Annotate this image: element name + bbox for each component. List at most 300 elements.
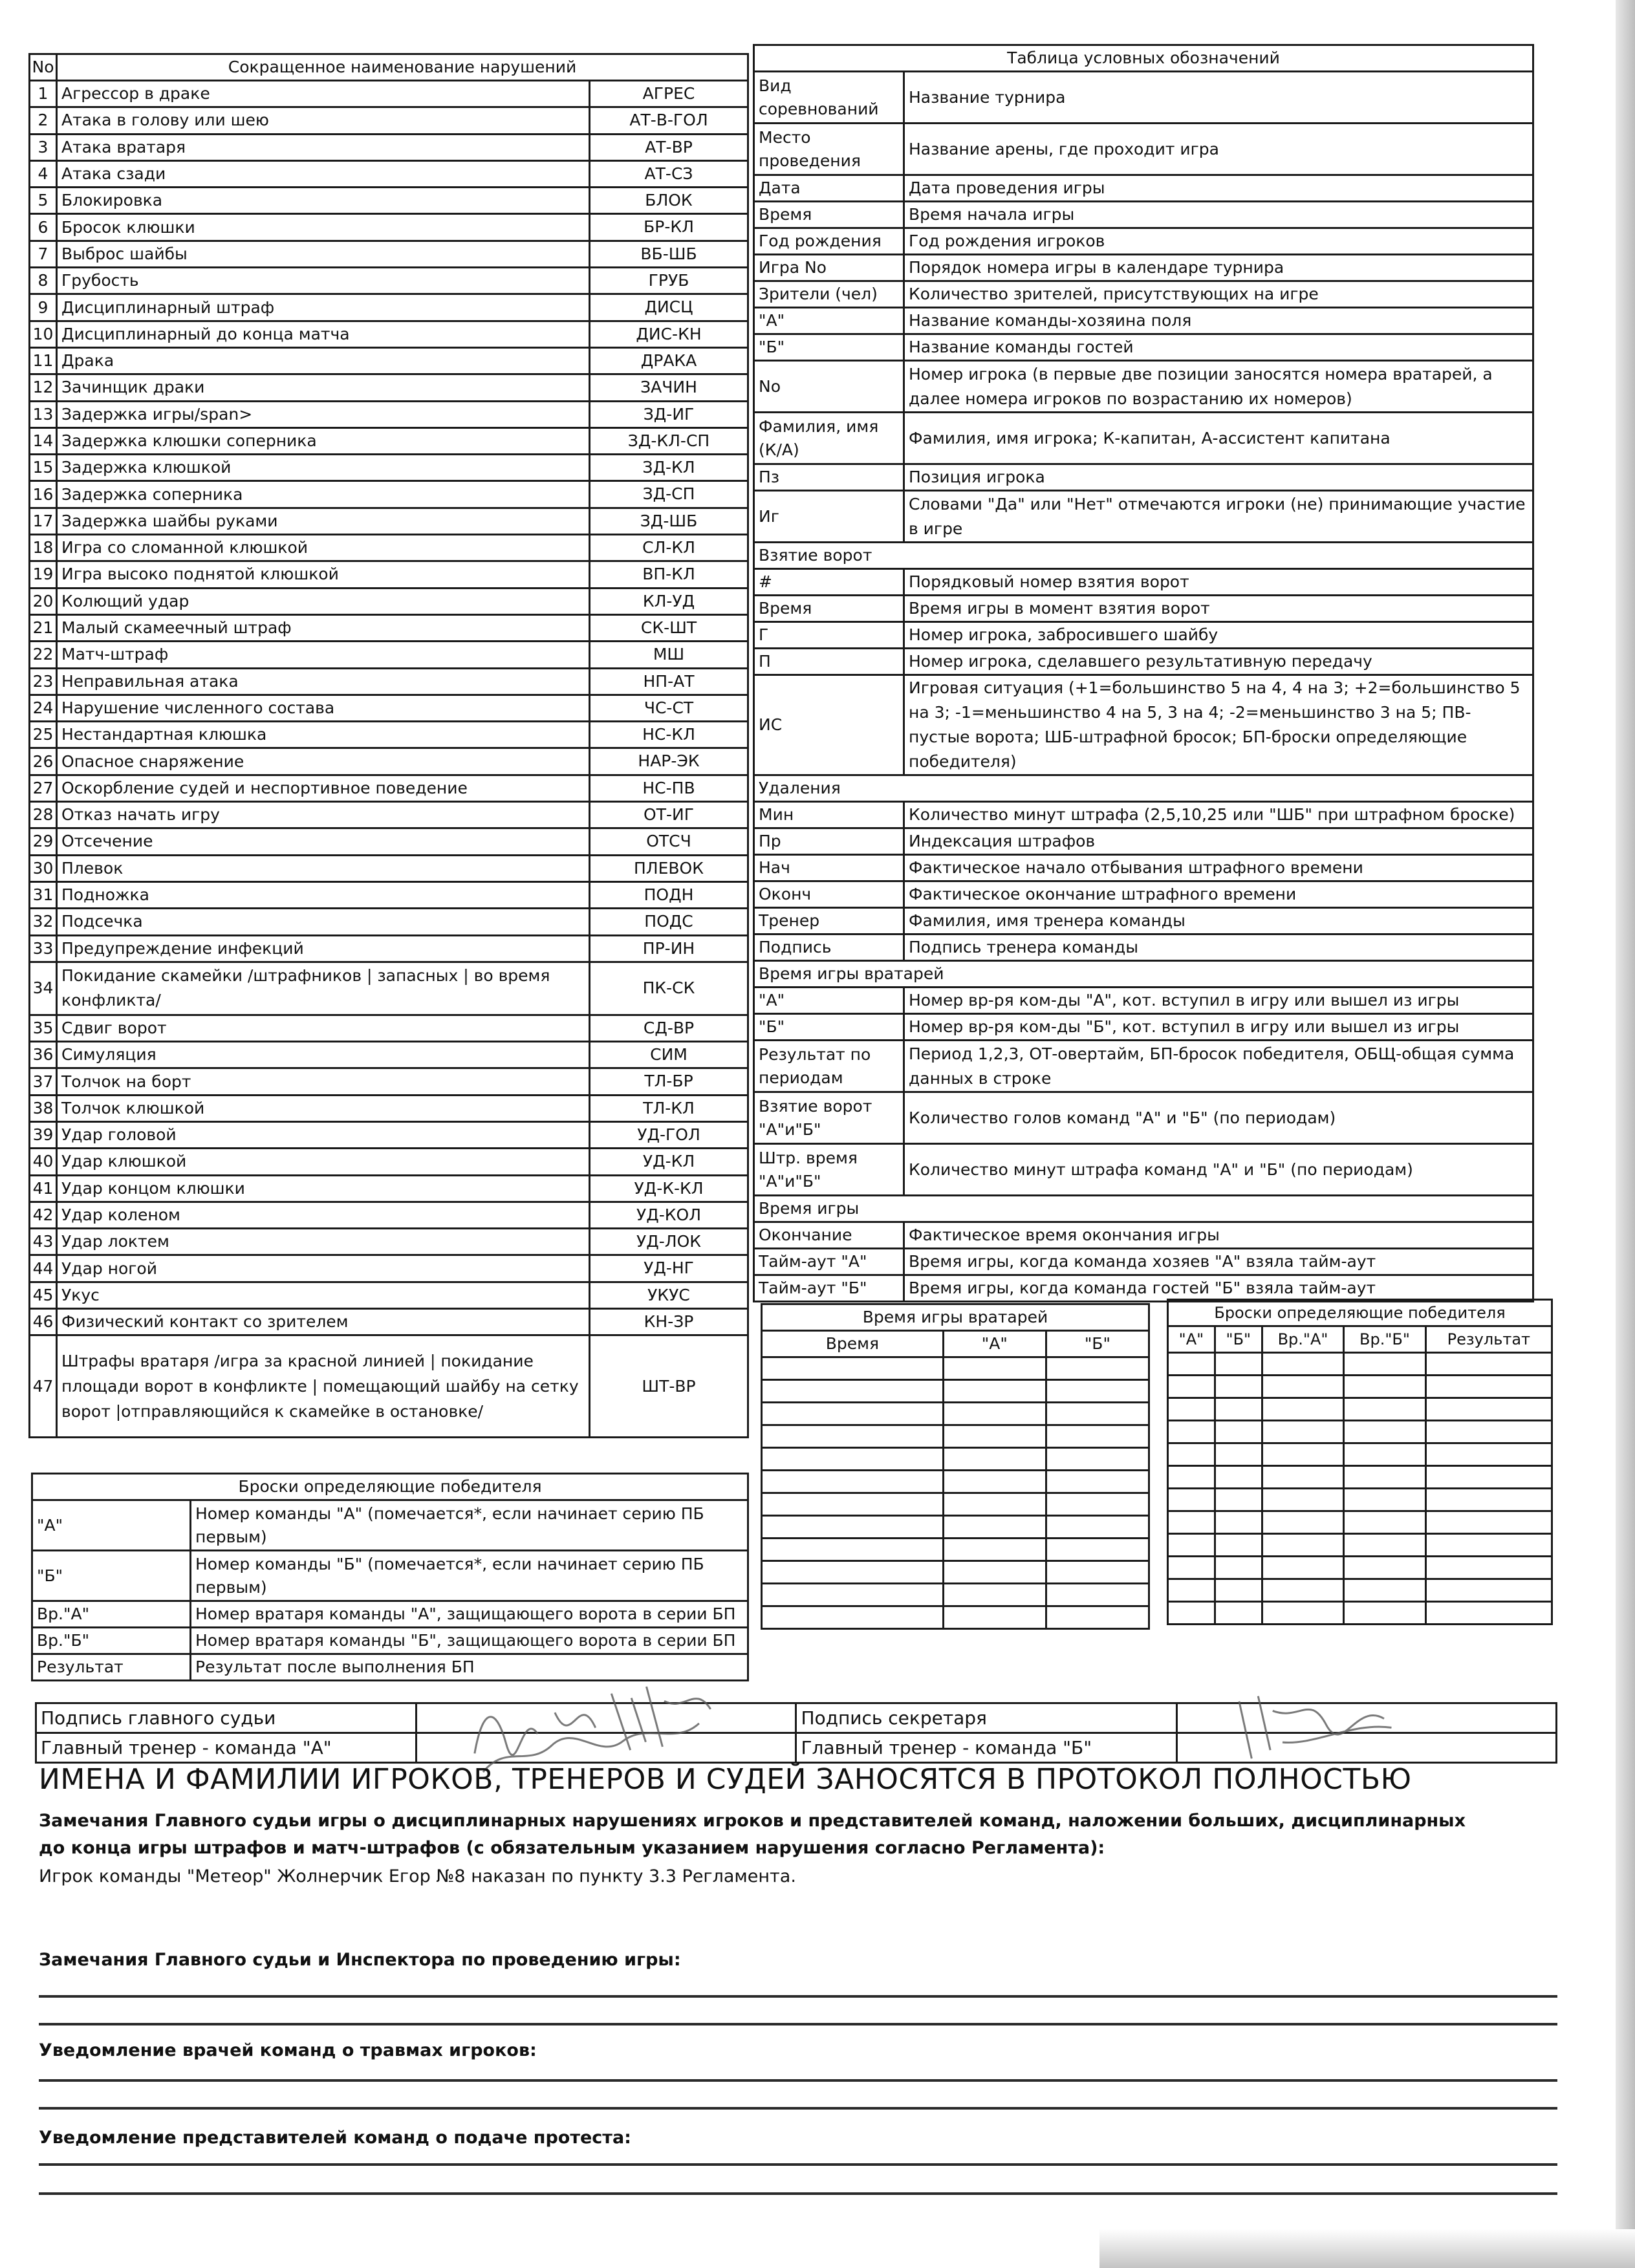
shootout-row [1168, 1579, 1552, 1602]
violation-name: Грубость [57, 268, 590, 294]
violation-code: ЗД-КЛ-СП [590, 427, 748, 454]
legend-row [754, 72, 1533, 124]
violation-code: ДИСЦ [590, 294, 748, 321]
violation-name: Игра со сломанной клюшкой [57, 535, 590, 561]
goalie-time-cell[interactable] [1046, 1561, 1149, 1584]
shootout-cell[interactable] [1215, 1534, 1262, 1557]
violation-code: УД-ГОЛ [590, 1121, 748, 1148]
shootout-cell[interactable] [1262, 1602, 1343, 1625]
goalie-time-cell[interactable] [762, 1357, 944, 1380]
violation-name: Задержка клюшки соперника [57, 427, 590, 454]
goalie-time-cell[interactable] [1046, 1471, 1149, 1493]
legend-description: Количество минут штрафа команд "А" и "Б" (по периодам) [904, 1144, 1533, 1196]
protest-line[interactable] [39, 2192, 1557, 2195]
violation-row [30, 1202, 748, 1228]
shootout-cell[interactable] [1262, 1557, 1343, 1579]
protest-line[interactable] [39, 2163, 1557, 2166]
injuries-line[interactable] [39, 2079, 1557, 2082]
goalie-time-cell[interactable] [943, 1584, 1046, 1606]
legend-description: Время игры, когда команда хозяев "А" взяла тайм-аут [904, 1249, 1533, 1275]
shootout-cell[interactable] [1425, 1421, 1552, 1443]
violation-name: Удар ногой [57, 1255, 590, 1282]
legend-key: Время [754, 596, 904, 622]
shootout-cell[interactable] [1344, 1511, 1425, 1534]
violation-number: 3 [30, 134, 57, 160]
legend-section-goalies [754, 961, 1533, 988]
legend-key: No [754, 361, 904, 413]
shootout-cell[interactable] [1344, 1466, 1425, 1489]
violation-row [30, 748, 748, 775]
legend-key: Зрители (чел) [754, 281, 904, 308]
violation-number: 32 [30, 909, 57, 935]
violation-name: Сдвиг ворот [57, 1015, 590, 1041]
legend-description: Фактическое начало отбывания штрафного времени [904, 855, 1533, 881]
shootout-cell[interactable] [1262, 1511, 1343, 1534]
shootout-cell[interactable] [1425, 1489, 1552, 1511]
legend-row [754, 802, 1533, 828]
goalie-time-row [762, 1561, 1149, 1584]
goalie-time-row [762, 1380, 1149, 1403]
legend-row [754, 675, 1533, 775]
column-header-goalie-b: Вр."Б" [1344, 1326, 1425, 1353]
shootout-cell[interactable] [1215, 1511, 1262, 1534]
goalie-time-cell[interactable] [762, 1606, 944, 1629]
shootout-cell[interactable] [1168, 1398, 1215, 1421]
shootout-cell[interactable] [1215, 1443, 1262, 1466]
legend-key: Взятие ворот "А"и"Б" [754, 1092, 904, 1144]
coach-a-signature-label: Главный тренер - команда "А" [36, 1733, 417, 1763]
violation-code: НС-КЛ [590, 722, 748, 748]
shootout-cell[interactable] [1262, 1421, 1343, 1443]
shootout-cell[interactable] [1168, 1466, 1215, 1489]
legend-key: "А" [754, 988, 904, 1014]
violation-name: Отказ начать игру [57, 802, 590, 828]
legend-key: П [754, 649, 904, 675]
inspector-remarks-line[interactable] [39, 2023, 1557, 2025]
violation-name: Дисциплинарный штраф [57, 294, 590, 321]
legend-row [754, 934, 1533, 961]
shootout-row [1168, 1376, 1552, 1398]
legend-description: Фактическое время окончания игры [904, 1222, 1533, 1249]
legend-key: Время [754, 202, 904, 228]
goalie-time-cell[interactable] [762, 1403, 944, 1425]
violation-name: Плевок [57, 855, 590, 881]
violation-number: 21 [30, 614, 57, 641]
violation-number: 19 [30, 561, 57, 588]
violation-row [30, 1042, 748, 1068]
violation-row [30, 455, 748, 481]
goalie-time-cell[interactable] [1046, 1357, 1149, 1380]
violation-code: ПОДН [590, 881, 748, 908]
shootout-cell[interactable] [1425, 1353, 1552, 1376]
goalie-time-cell[interactable] [1046, 1403, 1149, 1425]
shootout-cell[interactable] [1262, 1489, 1343, 1511]
injuries-heading: Уведомление врачей команд о травмах игроков: [39, 2040, 537, 2060]
shootout-legend-key: Вр."Б" [32, 1628, 191, 1654]
shootout-cell[interactable] [1168, 1511, 1215, 1534]
shootout-cell[interactable] [1425, 1443, 1552, 1466]
secretary-signature-label: Подпись секретаря [796, 1703, 1176, 1733]
scan-edge [1099, 2229, 1635, 2268]
violation-row [30, 347, 748, 374]
legend-row [754, 361, 1533, 413]
goalie-time-cell[interactable] [1046, 1539, 1149, 1561]
shootout-cell[interactable] [1262, 1376, 1343, 1398]
violation-name: Толчок на борт [57, 1068, 590, 1095]
goalie-time-cell[interactable] [762, 1471, 944, 1493]
violation-code: НС-ПВ [590, 775, 748, 801]
violation-row [30, 614, 748, 641]
violation-code: ДИС-КН [590, 321, 748, 347]
violation-number: 35 [30, 1015, 57, 1041]
shootout-cell[interactable] [1344, 1443, 1425, 1466]
violation-name: Предупреждение инфекций [57, 935, 590, 962]
shootout-cell[interactable] [1168, 1443, 1215, 1466]
disciplinary-heading-line1: Замечания Главного судьи игры о дисциплинарных нарушениях игроков и представителей команд, наложении больших, дисциплинарных [39, 1811, 1466, 1831]
violations-table [28, 53, 749, 1438]
violation-name: Неправильная атака [57, 668, 590, 695]
shootout-cell[interactable] [1344, 1602, 1425, 1625]
shootout-cell[interactable] [1262, 1443, 1343, 1466]
goalie-time-cell[interactable] [1046, 1380, 1149, 1403]
violation-row [30, 695, 748, 721]
shootout-legend-title: Броски определяющие победителя [32, 1474, 748, 1500]
violation-name: Дисциплинарный до конца матча [57, 321, 590, 347]
violation-row [30, 775, 748, 801]
violation-name: Опасное снаряжение [57, 748, 590, 775]
goalie-time-row [762, 1539, 1149, 1561]
shootout-cell[interactable] [1215, 1353, 1262, 1376]
goalie-time-cell[interactable] [943, 1516, 1046, 1539]
disciplinary-heading-line2: до конца игры штрафов и матч-штрафов (с обязательным указанием нарушения согласно Регламента): [39, 1838, 1105, 1858]
violation-number: 6 [30, 214, 57, 241]
violation-row [30, 588, 748, 614]
shootout-cell[interactable] [1344, 1353, 1425, 1376]
legend-key: Тайм-аут "А" [754, 1249, 904, 1275]
legend-description: Порядковый номер взятия ворот [904, 569, 1533, 596]
violation-number: 17 [30, 508, 57, 534]
violation-row [30, 1282, 748, 1308]
shootout-cell[interactable] [1344, 1376, 1425, 1398]
shootout-cell[interactable] [1425, 1579, 1552, 1602]
violation-number: 47 [30, 1335, 57, 1438]
violation-code: УД-ЛОК [590, 1229, 748, 1255]
legend-key: Штр. время "А"и"Б" [754, 1144, 904, 1196]
goalie-time-cell[interactable] [762, 1584, 944, 1606]
violation-row [30, 134, 748, 160]
column-header-result: Результат [1425, 1326, 1552, 1353]
legend-description: Номер игрока, забросившего шайбу [904, 622, 1533, 649]
violation-name: Симуляция [57, 1042, 590, 1068]
shootout-row [1168, 1421, 1552, 1443]
legend-description: Порядок номера игры в календаре турнира [904, 255, 1533, 281]
violation-name: Укус [57, 1282, 590, 1308]
violation-name: Выброс шайбы [57, 241, 590, 267]
legend-description: Количество голов команд "А" и "Б" (по периодам) [904, 1092, 1533, 1144]
shootout-cell[interactable] [1425, 1511, 1552, 1534]
goalie-time-cell[interactable] [943, 1448, 1046, 1471]
goalie-time-cell[interactable] [943, 1539, 1046, 1561]
legend-table [753, 44, 1534, 1302]
shootout-cell[interactable] [1215, 1489, 1262, 1511]
goalie-time-cell[interactable] [943, 1380, 1046, 1403]
goalie-time-cell[interactable] [1046, 1425, 1149, 1448]
shootout-cell[interactable] [1168, 1579, 1215, 1602]
shootout-cell[interactable] [1344, 1489, 1425, 1511]
goalie-time-cell[interactable] [1046, 1516, 1149, 1539]
shootout-row [1168, 1534, 1552, 1557]
shootout-cell[interactable] [1168, 1353, 1215, 1376]
goalie-time-row [762, 1448, 1149, 1471]
legend-description: Позиция игрока [904, 464, 1533, 491]
legend-description: Год рождения игроков [904, 228, 1533, 255]
violation-code: МШ [590, 642, 748, 668]
shootout-legend-description: Номер вратаря команды "А", защищающего ворота в серии БП [191, 1601, 748, 1628]
goalie-time-row [762, 1403, 1149, 1425]
violation-code: СЛ-КЛ [590, 535, 748, 561]
violation-number: 33 [30, 935, 57, 962]
shootout-cell[interactable] [1425, 1398, 1552, 1421]
legend-description: Время игры, когда команда гостей "Б" взяла тайм-аут [904, 1275, 1533, 1302]
goalie-time-cell[interactable] [762, 1561, 944, 1584]
violation-name: Оскорбление судей и неспортивное поведение [57, 775, 590, 801]
violation-number: 1 [30, 81, 57, 107]
shootout-cell[interactable] [1262, 1466, 1343, 1489]
violation-code: АТ-СЗ [590, 160, 748, 187]
violation-number: 45 [30, 1282, 57, 1308]
shootout-legend-row [32, 1654, 748, 1681]
shootout-cell[interactable] [1168, 1376, 1215, 1398]
goalie-time-cell[interactable] [943, 1403, 1046, 1425]
shootout-row [1168, 1353, 1552, 1376]
legend-row [754, 1222, 1533, 1249]
shootout-row [1168, 1557, 1552, 1579]
legend-key: Оконч [754, 881, 904, 908]
goalie-time-cell[interactable] [943, 1493, 1046, 1516]
legend-key: Мин [754, 802, 904, 828]
legend-description: Номер игрока (в первые две позиции заносятся номера вратарей, а далее номера игроков по возрастанию их номеров) [904, 361, 1533, 413]
shootout-cell[interactable] [1344, 1534, 1425, 1557]
legend-key: Окончание [754, 1222, 904, 1249]
shootout-legend-row [32, 1551, 748, 1601]
notice-banner: ИМЕНА И ФАМИЛИИ ИГРОКОВ, ТРЕНЕРОВ И СУДЕЙ ЗАНОСЯТСЯ В ПРОТОКОЛ ПОЛНОСТЬЮ [39, 1763, 1412, 1796]
shootout-cell[interactable] [1168, 1421, 1215, 1443]
goalie-time-cell[interactable] [1046, 1584, 1149, 1606]
violation-name: Отсечение [57, 828, 590, 855]
goalie-time-cell[interactable] [943, 1606, 1046, 1629]
violation-code: ВП-КЛ [590, 561, 748, 588]
shootout-cell[interactable] [1344, 1421, 1425, 1443]
shootout-cell[interactable] [1215, 1557, 1262, 1579]
violation-name: Задержка клюшкой [57, 455, 590, 481]
violation-code: ТЛ-БР [590, 1068, 748, 1095]
violation-name: Атака в голову или шею [57, 107, 590, 134]
violation-name: Задержка игры/span> [57, 401, 590, 427]
violation-code: ПЛЕВОК [590, 855, 748, 881]
legend-title: Таблица условных обозначений [754, 45, 1533, 72]
violation-row [30, 160, 748, 187]
column-header-team-b: "Б" [1046, 1331, 1149, 1357]
legend-description: Период 1,2,3, ОТ-овертайм, БП-бросок победителя, ОБЩ-общая сумма данных в строке [904, 1041, 1533, 1092]
legend-key: Иг [754, 491, 904, 543]
violation-row [30, 1309, 748, 1335]
shootout-legend-row [32, 1500, 748, 1551]
shootout-legend-key: "Б" [32, 1551, 191, 1601]
shootout-cell[interactable] [1168, 1489, 1215, 1511]
violation-row [30, 427, 748, 454]
goalie-time-cell[interactable] [1046, 1493, 1149, 1516]
goalie-time-row [762, 1584, 1149, 1606]
violation-number: 22 [30, 642, 57, 668]
shootout-legend-key: "А" [32, 1500, 191, 1551]
goalie-time-cell[interactable] [762, 1380, 944, 1403]
violation-number: 29 [30, 828, 57, 855]
shootout-cell[interactable] [1425, 1466, 1552, 1489]
shootout-cell[interactable] [1344, 1557, 1425, 1579]
legend-section-title: Взятие ворот [754, 543, 1533, 569]
shootout-cell[interactable] [1262, 1398, 1343, 1421]
goalie-time-cell[interactable] [943, 1561, 1046, 1584]
violation-name: Покидание скамейки /штрафников | запасных | во время конфликта/ [57, 962, 590, 1015]
violation-code: УКУС [590, 1282, 748, 1308]
violation-row [30, 214, 748, 241]
column-header-violation-name: Сокращенное наименование нарушений [57, 54, 748, 81]
violation-name: Удар локтем [57, 1229, 590, 1255]
legend-row [754, 202, 1533, 228]
legend-row [754, 1092, 1533, 1144]
column-header-goalie-a: Вр."А" [1262, 1326, 1343, 1353]
violation-name: Блокировка [57, 188, 590, 214]
violation-number: 18 [30, 535, 57, 561]
violation-name: Подсечка [57, 909, 590, 935]
goalie-time-cell[interactable] [943, 1357, 1046, 1380]
legend-key: Нач [754, 855, 904, 881]
legend-key: Тайм-аут "Б" [754, 1275, 904, 1302]
shootout-cell[interactable] [1215, 1398, 1262, 1421]
shootout-cell[interactable] [1215, 1376, 1262, 1398]
shootout-cell[interactable] [1215, 1466, 1262, 1489]
inspector-remarks-line[interactable] [39, 1995, 1557, 1998]
legend-row [754, 255, 1533, 281]
shootout-row [1168, 1398, 1552, 1421]
shootout-table [1167, 1299, 1553, 1625]
violation-number: 24 [30, 695, 57, 721]
shootout-cell[interactable] [1215, 1579, 1262, 1602]
violation-row [30, 1335, 748, 1438]
violation-name: Матч-штраф [57, 642, 590, 668]
violation-code: ЗД-СП [590, 481, 748, 508]
goalie-time-table [761, 1303, 1150, 1630]
goalie-time-cell[interactable] [1046, 1606, 1149, 1629]
legend-row [754, 334, 1533, 361]
violation-number: 8 [30, 268, 57, 294]
violation-number: 11 [30, 347, 57, 374]
shootout-cell[interactable] [1262, 1579, 1343, 1602]
violation-number: 34 [30, 962, 57, 1015]
legend-key: Игра No [754, 255, 904, 281]
shootout-cell[interactable] [1425, 1534, 1552, 1557]
violation-number: 15 [30, 455, 57, 481]
violation-name: Задержка шайбы руками [57, 508, 590, 534]
shootout-cell[interactable] [1215, 1602, 1262, 1625]
goalie-time-row [762, 1606, 1149, 1629]
shootout-cell[interactable] [1168, 1557, 1215, 1579]
legend-key: Пр [754, 828, 904, 855]
violation-code: БЛОК [590, 188, 748, 214]
violation-row [30, 642, 748, 668]
violation-code: ПК-СК [590, 962, 748, 1015]
violation-row [30, 1229, 748, 1255]
shootout-cell[interactable] [1425, 1557, 1552, 1579]
violation-name: Задержка соперника [57, 481, 590, 508]
shootout-row [1168, 1602, 1552, 1625]
shootout-cell[interactable] [1344, 1579, 1425, 1602]
legend-section-goals [754, 543, 1533, 569]
shootout-cell[interactable] [1262, 1534, 1343, 1557]
shootout-cell[interactable] [1425, 1602, 1552, 1625]
violation-name: Бросок клюшки [57, 214, 590, 241]
shootout-cell[interactable] [1425, 1376, 1552, 1398]
violation-number: 41 [30, 1175, 57, 1202]
shootout-cell[interactable] [1168, 1602, 1215, 1625]
legend-key: "А" [754, 308, 904, 334]
legend-description: Фамилия, имя тренера команды [904, 908, 1533, 934]
violation-number: 4 [30, 160, 57, 187]
goalie-time-cell[interactable] [1046, 1448, 1149, 1471]
goalie-time-cell[interactable] [762, 1493, 944, 1516]
violation-number: 46 [30, 1309, 57, 1335]
legend-row [754, 1249, 1533, 1275]
violation-code: ВБ-ШБ [590, 241, 748, 267]
shootout-cell[interactable] [1344, 1398, 1425, 1421]
violation-row [30, 935, 748, 962]
violation-name: Драка [57, 347, 590, 374]
legend-description: Дата проведения игры [904, 175, 1533, 202]
violation-row [30, 188, 748, 214]
goalie-time-cell[interactable] [762, 1539, 944, 1561]
goalie-time-cell[interactable] [762, 1425, 944, 1448]
violation-row [30, 268, 748, 294]
violation-row [30, 508, 748, 534]
violation-row [30, 294, 748, 321]
legend-key: Дата [754, 175, 904, 202]
violation-name: Удар концом клюшки [57, 1175, 590, 1202]
injuries-line[interactable] [39, 2107, 1557, 2110]
violation-name: Агрессор в драке [57, 81, 590, 107]
shootout-cell[interactable] [1215, 1421, 1262, 1443]
goalie-time-cell[interactable] [762, 1516, 944, 1539]
goalie-time-row [762, 1471, 1149, 1493]
legend-key: Фамилия, имя (К/А) [754, 413, 904, 464]
goalie-time-cell[interactable] [762, 1448, 944, 1471]
legend-key: Вид соревнований [754, 72, 904, 124]
legend-row [754, 491, 1533, 543]
violation-name: Физический контакт со зрителем [57, 1309, 590, 1335]
violation-number: 38 [30, 1095, 57, 1121]
shootout-cell[interactable] [1168, 1534, 1215, 1557]
violation-name: Толчок клюшкой [57, 1095, 590, 1121]
shootout-cell[interactable] [1262, 1353, 1343, 1376]
violation-number: 26 [30, 748, 57, 775]
violation-row [30, 722, 748, 748]
goalie-time-cell[interactable] [943, 1471, 1046, 1493]
goalie-time-cell[interactable] [943, 1425, 1046, 1448]
violation-code: АТ-ВР [590, 134, 748, 160]
disciplinary-text: Игрок команды "Метеор" Жолнерчик Егор №8 наказан по пункту 3.3 Регламента. [39, 1866, 796, 1886]
legend-key: # [754, 569, 904, 596]
legend-row [754, 281, 1533, 308]
legend-row [754, 1144, 1533, 1196]
